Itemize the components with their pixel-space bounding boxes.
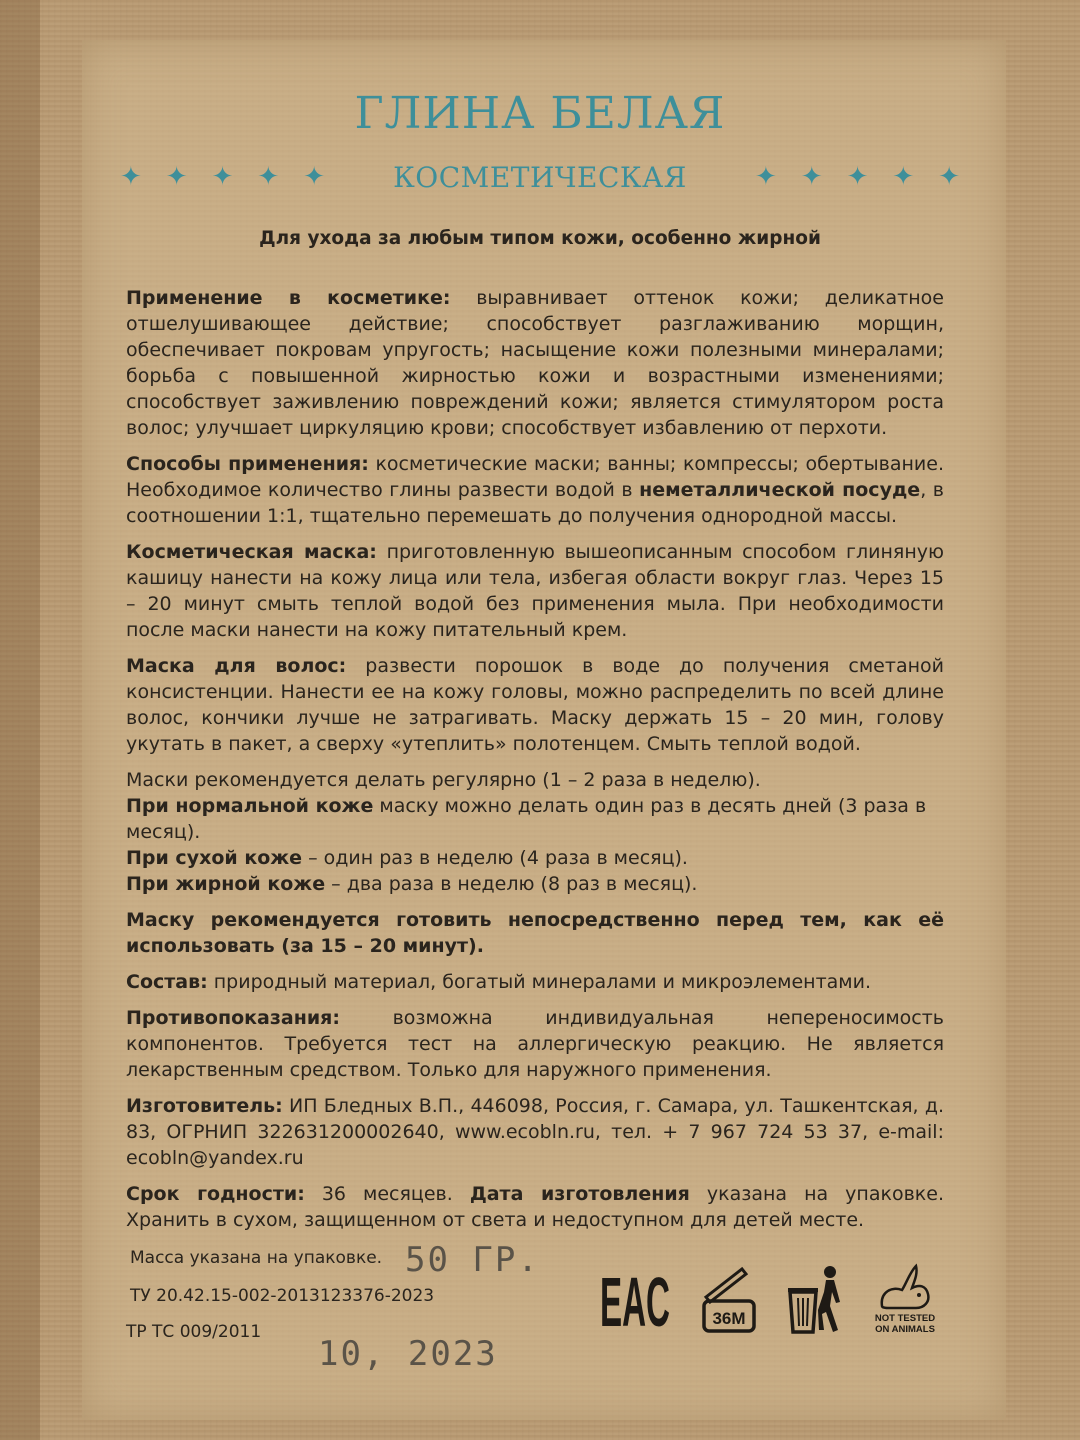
section-prepare	[126, 907, 944, 959]
section-manufacturer	[126, 1093, 944, 1171]
ornament-star-icon: ✦	[892, 162, 915, 192]
tagline: Для ухода за любым типом кожи, особенно жирной	[259, 228, 821, 249]
ornament-star-icon: ✦	[257, 162, 280, 192]
section-text: ИП Бледных В.П., 446098, Россия, г. Самара, ул. Ташкентская, д. 83, ОГРНИП 322631200002640, www.ecobln.ru, тел. + 7 967 724 53 37, e-mail: ecobln@yandex.ru	[126, 1095, 944, 1169]
pao-36m-icon	[698, 1263, 760, 1335]
section-label: Способы применения:	[126, 453, 369, 475]
section-label: Косметическая маска:	[126, 541, 377, 563]
section-mask	[126, 539, 944, 643]
frequency-intro: Маски рекомендуется делать регулярно (1 – 2 раза в неделю).	[126, 769, 761, 791]
package-edge	[0, 0, 40, 1440]
section-composition	[126, 969, 944, 995]
section-label: Применение в косметике:	[126, 287, 451, 309]
section-frequency	[126, 767, 944, 897]
pao-label: 36M	[712, 1309, 746, 1328]
section-label: Противопоказания:	[126, 1007, 340, 1029]
product-subtitle: КОСМЕТИЧЕСКАЯ	[393, 160, 687, 194]
section-contraindications	[126, 1005, 944, 1083]
mass-note: Масса указана на упаковке.	[130, 1248, 383, 1268]
ornament-star-icon: ✦	[938, 162, 960, 192]
section-text: развести порошок в воде до получения сметаной консистенции. Нанести ее на кожу головы, можно распределить по всей длине волос, кончики лучше не затрагивать. Маску держать 15 – 20 мин, голову укутать в пакет, а сверху «утеплить» полотенцем. Смыть теплой водой.	[126, 655, 944, 755]
tu-code: ТУ 20.42.15-002-2013123376-2023	[130, 1286, 435, 1306]
section-text: выравнивает оттенок кожи; деликатное отшелушивающее действие; способствует разглаживанию морщин, обеспечивает покровам упругость; насыщение кожи полезными минералами; борьба с повышенной жирностью кожи и возрастными изменениями; способствует заживлению повреждений кожи; является стимулятором роста волос; улучшает циркуляцию крови; способствует избавлению от перхоти.	[126, 287, 944, 439]
not-tested-line1: NOT TESTED	[874, 1313, 936, 1324]
tr-code: ТР ТС 009/2011	[126, 1322, 262, 1342]
section-text: природный материал, богатый минералами и микроэлементами.	[207, 971, 872, 993]
section-shelf-life	[126, 1181, 944, 1233]
section-text: маску можно делать один раз в десять дней (3 раза в месяц).	[126, 795, 927, 843]
section-label: Состав:	[126, 971, 208, 993]
section-text: 36 месяцев.	[304, 1183, 470, 1205]
section-text: указана на упаковке. Хранить в сухом, защищенном от света и недоступном для детей месте.	[126, 1183, 944, 1231]
section-label: Маска для волос:	[126, 655, 347, 677]
ornament-star-icon: ✦	[755, 162, 777, 192]
section-text: , в соотношении 1:1, тщательно перемешать до получения однородной массы.	[126, 479, 944, 527]
ornament-right	[755, 164, 960, 190]
section-label: При жирной коже	[126, 873, 326, 895]
ornament-star-icon: ✦	[211, 162, 234, 192]
section-label: Изготовитель:	[126, 1095, 283, 1117]
section-text: приготовленную вышеописанным способом глиняную кашицу нанести на кожу лица или тела, избегая области вокруг глаз. Через 15 – 20 минут смыть теплой водой без применения мыла. При необходимости после маски нанести на кожу питательный крем.	[126, 541, 944, 641]
subtitle-row	[120, 155, 960, 199]
section-methods	[126, 451, 944, 529]
ornament-star-icon: ✦	[846, 162, 869, 192]
recycle-bin-person-icon	[786, 1262, 844, 1336]
section-text: – один раз в неделю (4 раза в месяц).	[302, 847, 688, 869]
section-text: косметические маски; ванны; компрессы; обертывание. Необходимое количество глины развести водой в	[126, 453, 944, 501]
eac-text: EAC	[600, 1264, 670, 1334]
section-hair	[126, 653, 944, 757]
section-text: возможна индивидуальная непереносимость компонентов. Требуется тест на аллергическую реакцию. Не является лекарственным средством. Только для наружного применения.	[126, 1007, 944, 1081]
ornament-left	[120, 164, 325, 190]
ornament-star-icon: ✦	[303, 162, 325, 192]
section-text: – два раза в неделю (8 раз в месяц).	[325, 873, 698, 895]
stamp-date: 10, 2023	[318, 1334, 498, 1374]
section-label: При сухой коже	[126, 847, 303, 869]
ornament-star-icon: ✦	[165, 162, 188, 192]
eac-mark-icon	[600, 1264, 672, 1334]
emphasis: неметаллической посуде	[639, 479, 921, 501]
section-label: При нормальной коже	[126, 795, 374, 817]
section-application	[126, 285, 944, 441]
label-body	[126, 285, 944, 1243]
ornament-star-icon: ✦	[800, 162, 823, 192]
ornament-star-icon: ✦	[120, 162, 142, 192]
prepare-text: Маску рекомендуется готовить непосредственно перед тем, как её использовать (за 15 – 20 минут).	[126, 909, 944, 957]
emphasis: Дата изготовления	[469, 1183, 690, 1205]
product-title: ГЛИНА БЕЛАЯ	[354, 88, 726, 139]
section-label: Срок годности:	[126, 1183, 305, 1205]
certification-icons	[600, 1262, 940, 1336]
not-tested-line2: ON ANIMALS	[875, 1324, 935, 1335]
not-tested-on-animals-icon	[870, 1262, 940, 1336]
stamp-weight: 50 ГР.	[405, 1240, 540, 1280]
